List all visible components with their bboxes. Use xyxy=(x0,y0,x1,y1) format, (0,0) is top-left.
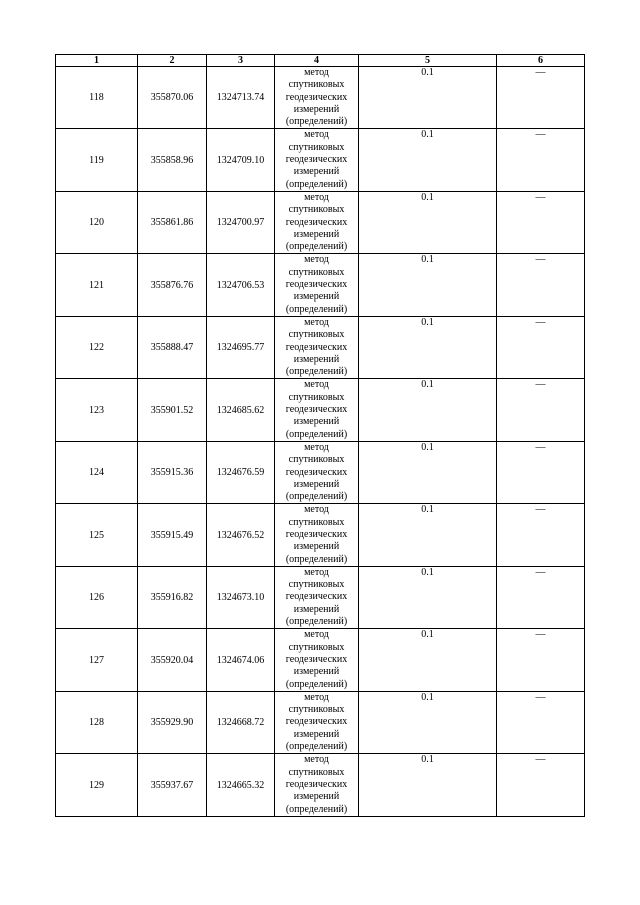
column-header-1: 1 xyxy=(56,55,138,67)
x-coordinate-cell: 355870.06 xyxy=(138,67,207,129)
table-row xyxy=(56,566,585,628)
method-line: измерений xyxy=(293,416,340,428)
method-cell xyxy=(275,67,359,129)
method-line: (определений) xyxy=(285,303,348,315)
method-line: спутниковых xyxy=(288,766,345,778)
point-number-cell: 120 xyxy=(56,191,138,253)
y-coordinate-cell: 1324685.62 xyxy=(207,379,275,441)
table-row xyxy=(56,379,585,441)
accuracy-cell: 0.1 xyxy=(359,504,497,566)
note-cell: — xyxy=(497,316,585,378)
accuracy-cell: 0.1 xyxy=(359,316,497,378)
x-coordinate-cell: 355937.67 xyxy=(138,754,207,816)
note-cell: — xyxy=(497,566,585,628)
method-line: (определений) xyxy=(285,178,348,190)
method-line: (определений) xyxy=(285,678,348,690)
method-line: геодезических xyxy=(285,154,348,166)
y-coordinate-cell: 1324674.06 xyxy=(207,629,275,691)
method-cell xyxy=(275,629,359,691)
method-line: измерений xyxy=(293,666,340,678)
point-number-cell: 127 xyxy=(56,629,138,691)
point-number-cell: 125 xyxy=(56,504,138,566)
method-cell xyxy=(275,129,359,191)
table-row xyxy=(56,441,585,503)
method-line: геодезических xyxy=(285,528,348,540)
x-coordinate-cell: 355861.86 xyxy=(138,191,207,253)
method-line: геодезических xyxy=(285,216,348,228)
method-line: спутниковых xyxy=(288,204,345,216)
method-line: спутниковых xyxy=(288,579,345,591)
accuracy-cell: 0.1 xyxy=(359,191,497,253)
method-line: спутниковых xyxy=(288,704,345,716)
x-coordinate-cell: 355888.47 xyxy=(138,316,207,378)
method-line: измерений xyxy=(293,728,340,740)
accuracy-cell: 0.1 xyxy=(359,566,497,628)
note-cell: — xyxy=(497,129,585,191)
method-line: измерений xyxy=(293,541,340,553)
y-coordinate-cell: 1324673.10 xyxy=(207,566,275,628)
y-coordinate-cell: 1324695.77 xyxy=(207,316,275,378)
note-cell: — xyxy=(497,691,585,753)
note-cell: — xyxy=(497,441,585,503)
method-line: (определений) xyxy=(285,803,348,815)
method-line: геодезических xyxy=(285,716,348,728)
method-line: метод xyxy=(304,691,329,703)
note-cell: — xyxy=(497,379,585,441)
x-coordinate-cell: 355901.52 xyxy=(138,379,207,441)
accuracy-cell: 0.1 xyxy=(359,629,497,691)
method-line: измерений xyxy=(293,103,340,115)
accuracy-cell: 0.1 xyxy=(359,129,497,191)
method-line: (определений) xyxy=(285,491,348,503)
method-line: (определений) xyxy=(285,428,348,440)
header-row xyxy=(56,55,585,67)
method-line: метод xyxy=(304,316,329,328)
accuracy-cell: 0.1 xyxy=(359,254,497,316)
note-cell: — xyxy=(497,504,585,566)
method-line: измерений xyxy=(293,166,340,178)
x-coordinate-cell: 355916.82 xyxy=(138,566,207,628)
method-line: измерений xyxy=(293,291,340,303)
table-row xyxy=(56,504,585,566)
method-line: (определений) xyxy=(285,241,348,253)
column-header-2: 2 xyxy=(138,55,207,67)
point-number-cell: 124 xyxy=(56,441,138,503)
accuracy-cell: 0.1 xyxy=(359,379,497,441)
method-cell xyxy=(275,316,359,378)
note-cell: — xyxy=(497,254,585,316)
note-cell: — xyxy=(497,754,585,816)
table-row xyxy=(56,129,585,191)
table-body xyxy=(56,67,585,817)
method-line: спутниковых xyxy=(288,141,345,153)
method-line: измерений xyxy=(293,791,340,803)
note-cell: — xyxy=(497,629,585,691)
method-line: измерений xyxy=(293,603,340,615)
accuracy-cell: 0.1 xyxy=(359,67,497,129)
method-line: (определений) xyxy=(285,741,348,753)
y-coordinate-cell: 1324713.74 xyxy=(207,67,275,129)
table-row xyxy=(56,754,585,816)
point-number-cell: 122 xyxy=(56,316,138,378)
method-line: измерений xyxy=(293,228,340,240)
x-coordinate-cell: 355915.36 xyxy=(138,441,207,503)
coordinates-table xyxy=(55,54,585,817)
method-line: метод xyxy=(304,379,329,391)
point-number-cell: 128 xyxy=(56,691,138,753)
method-line: геодезических xyxy=(285,591,348,603)
method-line: геодезических xyxy=(285,279,348,291)
method-line: измерений xyxy=(293,478,340,490)
column-header-4: 4 xyxy=(275,55,359,67)
method-line: метод xyxy=(304,191,329,203)
method-line: метод xyxy=(304,129,329,141)
table-row xyxy=(56,629,585,691)
point-number-cell: 119 xyxy=(56,129,138,191)
point-number-cell: 118 xyxy=(56,67,138,129)
accuracy-cell: 0.1 xyxy=(359,691,497,753)
table-row xyxy=(56,67,585,129)
y-coordinate-cell: 1324706.53 xyxy=(207,254,275,316)
y-coordinate-cell: 1324668.72 xyxy=(207,691,275,753)
accuracy-cell: 0.1 xyxy=(359,441,497,503)
table-row xyxy=(56,691,585,753)
method-line: спутниковых xyxy=(288,329,345,341)
x-coordinate-cell: 355929.90 xyxy=(138,691,207,753)
method-line: геодезических xyxy=(285,404,348,416)
point-number-cell: 129 xyxy=(56,754,138,816)
method-line: спутниковых xyxy=(288,641,345,653)
x-coordinate-cell: 355858.96 xyxy=(138,129,207,191)
point-number-cell: 121 xyxy=(56,254,138,316)
method-line: (определений) xyxy=(285,616,348,628)
y-coordinate-cell: 1324665.32 xyxy=(207,754,275,816)
method-line: измерений xyxy=(293,353,340,365)
method-line: метод xyxy=(304,754,329,766)
method-line: метод xyxy=(304,566,329,578)
table-row xyxy=(56,191,585,253)
column-header-5: 5 xyxy=(359,55,497,67)
point-number-cell: 123 xyxy=(56,379,138,441)
method-line: спутниковых xyxy=(288,516,345,528)
method-cell xyxy=(275,691,359,753)
method-cell xyxy=(275,191,359,253)
accuracy-cell: 0.1 xyxy=(359,754,497,816)
method-line: спутниковых xyxy=(288,391,345,403)
x-coordinate-cell: 355876.76 xyxy=(138,254,207,316)
method-cell xyxy=(275,754,359,816)
method-line: (определений) xyxy=(285,366,348,378)
y-coordinate-cell: 1324700.97 xyxy=(207,191,275,253)
y-coordinate-cell: 1324676.59 xyxy=(207,441,275,503)
x-coordinate-cell: 355920.04 xyxy=(138,629,207,691)
table-row xyxy=(56,254,585,316)
method-line: метод xyxy=(304,67,329,78)
y-coordinate-cell: 1324709.10 xyxy=(207,129,275,191)
method-line: спутниковых xyxy=(288,266,345,278)
method-line: геодезических xyxy=(285,91,348,103)
method-cell xyxy=(275,566,359,628)
column-header-6: 6 xyxy=(497,55,585,67)
point-number-cell: 126 xyxy=(56,566,138,628)
method-line: метод xyxy=(304,441,329,453)
method-line: метод xyxy=(304,629,329,641)
method-line: метод xyxy=(304,254,329,266)
method-line: геодезических xyxy=(285,778,348,790)
column-header-3: 3 xyxy=(207,55,275,67)
note-cell: — xyxy=(497,191,585,253)
x-coordinate-cell: 355915.49 xyxy=(138,504,207,566)
method-line: геодезических xyxy=(285,341,348,353)
method-cell xyxy=(275,441,359,503)
method-line: (определений) xyxy=(285,116,348,128)
table-row xyxy=(56,316,585,378)
table-header xyxy=(56,55,585,67)
method-line: (определений) xyxy=(285,553,348,565)
method-line: геодезических xyxy=(285,466,348,478)
method-cell xyxy=(275,379,359,441)
method-cell xyxy=(275,504,359,566)
method-line: спутниковых xyxy=(288,454,345,466)
method-line: геодезических xyxy=(285,653,348,665)
method-line: метод xyxy=(304,504,329,516)
y-coordinate-cell: 1324676.52 xyxy=(207,504,275,566)
note-cell: — xyxy=(497,67,585,129)
method-line: спутниковых xyxy=(288,79,345,91)
method-cell xyxy=(275,254,359,316)
